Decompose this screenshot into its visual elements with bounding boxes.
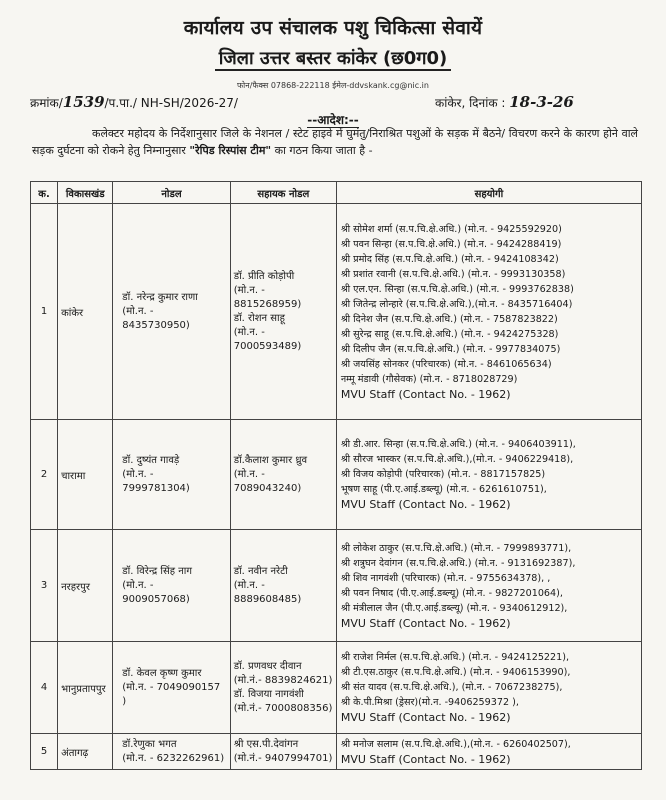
team-member: भूषण साहू (पी.ए.आई.डब्ल्यू) (मो.न. - 6261610751),	[340, 484, 547, 495]
assistant-nodal-cell	[230, 642, 336, 734]
team-member: श्री एल.एन. सिन्हा (स.प.चि.क्षे.अधि.) (मो.न. - 9993762838)	[340, 283, 574, 295]
serial-cell: 1	[31, 204, 58, 420]
assistant-line: (मो.नं.- 9407994701)	[233, 752, 333, 764]
team-cell	[336, 530, 641, 642]
block-cell: कांकेर	[58, 204, 113, 420]
nodal-line: डॉ.रेणुका भगत	[122, 738, 177, 750]
nodal-line: डॉ. नरेन्द्र कुमार राणा	[122, 291, 198, 303]
assistant-line: (मो.न. -	[233, 468, 265, 480]
nodal-cell	[113, 734, 230, 770]
assistant-line: डॉ. प्रीति कोड़ोपी	[233, 270, 295, 282]
team-member: श्री सोमेश शर्मा (स.प.चि.क्षे.अधि.) (मो.न. - 9425592920)	[340, 223, 562, 235]
team-member: श्री सौरज भास्कर (स.प.चि.क्षे.अधि.),(मो.न. - 9406229418),	[340, 454, 574, 465]
nodal-text	[116, 291, 226, 333]
team-member: श्री शिव नागवंशी (परिचारक) (मो.न. - 9755634378), ,	[340, 572, 551, 584]
assistant-line: डॉ.कैलाश कुमार ध्रुव	[233, 454, 308, 466]
assistant-line: (मो.न. -	[233, 326, 265, 338]
nodal-cell	[113, 204, 230, 420]
handwritten-number: 1539	[62, 93, 105, 111]
table-row	[31, 734, 642, 770]
nodal-cell	[113, 420, 230, 530]
nodal-text	[116, 565, 226, 607]
nodal-line: (मो.न. -	[122, 579, 154, 591]
mvu-staff-line: MVU Staff (Contact No. - 1962)	[340, 752, 511, 766]
table-row	[31, 204, 642, 420]
mvu-staff-line: MVU Staff (Contact No. - 1962)	[340, 498, 511, 511]
team-cell	[336, 734, 641, 770]
team-member: नम्मू मंडावी (गौसेवक) (मो.न. - 8718028729)	[340, 373, 518, 385]
block-cell: नरहरपुर	[58, 530, 113, 642]
team-member: श्री प्रशांत रवानी (स.प.चि.क्षे.अधि.) (मो.न. - 9993130358)	[340, 268, 566, 280]
team-name: "रेपिड रिस्पांस टीम"	[189, 144, 272, 157]
col-assistant-nodal: सहायक नोडल	[230, 182, 336, 204]
order-body: कलेक्टर महोदय के निर्देशानुसार जिले के नेशनल / स्टेट हाइवे में घुमंतु/निराश्रित पशुओं के सड़क में बैठने/ विचरण करने के कारण होने वाले सड़क दुर्घटना को रोकने हेतु निम्नानुसार "रेपिड रिस्पांस टीम" का गठन किया जाता है -	[32, 127, 638, 157]
assistant-line: 7000593489)	[233, 340, 302, 352]
assistant-nodal-cell	[230, 734, 336, 770]
block-cell: चारामा	[58, 420, 113, 530]
team-cell	[336, 204, 641, 420]
reference-line	[30, 91, 640, 111]
nodal-text	[116, 454, 226, 496]
team-member: श्री पवन निषाद (पी.ए.आई.डब्ल्यू) (मो.न. - 9827201064),	[340, 587, 563, 599]
team-member: श्री दिनेश जैन (स.प.चि.क्षे.अधि.) (मो.न. - 7587823822)	[340, 313, 558, 325]
team-cell	[336, 642, 641, 734]
team-table	[30, 181, 642, 770]
block-cell: भानुप्रतापपुर	[58, 642, 113, 734]
team-member: श्री मनोज सलाम (स.प.चि.क्षे.अधि.),(मो.न. - 6260402507),	[340, 738, 571, 750]
col-serial: क.	[31, 182, 58, 204]
nodal-line: डॉ. दुष्यंत गावड़े	[122, 454, 180, 466]
team-member: श्री टी.एस.ठाकुर (स.प.चि.क्षे.अधि.) (मो.न. - 9406153990),	[340, 667, 571, 678]
assistant-nodal-cell	[230, 204, 336, 420]
team-member: श्री डी.आर. सिन्हा (स.प.चि.क्षे.अधि.) (मो.न. - 9406403911),	[340, 439, 576, 450]
assistant-line: 7089043240)	[233, 482, 302, 494]
team-member: श्री विजय कोड़ोपी (परिचारक) (मो.न. - 8817157825)	[340, 469, 546, 480]
nodal-cell	[113, 530, 230, 642]
col-team: सहयोगी	[336, 182, 641, 204]
date-line: कांकेर, दिनांक : 18-3-26	[435, 93, 574, 111]
assistant-line: (मो.न. -	[233, 284, 265, 296]
nodal-line: (मो.न. -	[122, 305, 154, 317]
nodal-line: (मो.न. - 7049090157	[122, 681, 221, 693]
col-block: विकासखंड	[58, 182, 113, 204]
assistant-line: डॉ. रोशन साहू	[233, 312, 285, 324]
team-member: श्री दिलीप जैन (स.प.चि.क्षे.अधि.) (मो.न. - 9977834075)	[340, 343, 561, 355]
table-row	[31, 530, 642, 642]
table-header-row	[31, 182, 642, 204]
nodal-line: डॉ. केवल कृष्ण कुमार	[122, 667, 202, 679]
assistant-line: डॉ. नवीन नरेटी	[233, 565, 288, 577]
assistant-text	[234, 270, 333, 354]
serial-cell: 4	[31, 642, 58, 734]
assistant-nodal-cell	[230, 420, 336, 530]
assistant-line: 8889608485)	[233, 593, 302, 605]
nodal-line: )	[122, 695, 127, 707]
assistant-text	[234, 660, 333, 716]
block-cell: अंतागढ़	[58, 734, 113, 770]
assistant-line: 8815268959)	[233, 298, 302, 310]
nodal-line: 8435730950)	[122, 319, 190, 331]
nodal-line: 9009057068)	[122, 593, 190, 605]
assistant-line: डॉ. प्रणवधर दीवान	[233, 660, 302, 672]
nodal-text	[116, 667, 226, 709]
office-title: कार्यालय उप संचालक पशु चिकित्सा सेवायें	[183, 17, 483, 39]
team-member: श्री पवन सिन्हा (स.प.चि.क्षे.अधि.) (मो.न. - 9424288419)	[340, 238, 562, 250]
assistant-nodal-cell	[230, 530, 336, 642]
assistant-text	[234, 738, 333, 766]
team-member: श्री लोकेश ठाकुर (स.प.चि.क्षे.अधि.) (मो.न. - 7999893771),	[340, 542, 572, 554]
nodal-text	[116, 738, 226, 766]
team-member: श्री जयसिंह सोनकर (परिचारक) (मो.न. - 8461065634)	[340, 358, 552, 370]
assistant-line: श्री एस.पी.देवांगन	[233, 738, 299, 750]
team-member: श्री प्रमोद सिंह (स.प.चि.क्षे.अधि.) (मो.न. - 9424108342)	[340, 253, 559, 265]
col-nodal: नोडल	[113, 182, 230, 204]
district-title: जिला उत्तर बस्तर कांकेर (छ0ग0)	[0, 46, 666, 70]
order-heading: --आदेश:--	[307, 113, 359, 127]
handwritten-date: 18-3-26	[509, 93, 574, 111]
assistant-line: (मो.न. -	[233, 579, 265, 591]
team-member: श्री जितेन्द्र लोन्हारे (स.प.चि.क्षे.अधि.),(मो.न. - 8435716404)	[340, 298, 573, 310]
serial-cell: 3	[31, 530, 58, 642]
team-member: श्री शत्रुघन देवांगन (स.प.चि.क्षे.अधि.) (मो.न. - 9131692387),	[340, 557, 576, 569]
mvu-staff-line: MVU Staff (Contact No. - 1962)	[340, 711, 511, 724]
team-cell	[336, 420, 641, 530]
table-row	[31, 420, 642, 530]
assistant-text	[234, 454, 333, 496]
team-member: श्री सुरेन्द्र साहू (स.प.चि.क्षे.अधि.) (मो.न. - 9424275328)	[340, 328, 559, 340]
assistant-text	[234, 565, 333, 607]
nodal-line: (मो.न. -	[122, 468, 154, 480]
serial-cell: 5	[31, 734, 58, 770]
assistant-line: (मो.नं.- 8839824621)	[233, 674, 333, 686]
contact-line: फोन/फैक्स 07868-222118 ईमेल-ddvskank.cg@nic.in	[237, 81, 429, 90]
serial-cell: 2	[31, 420, 58, 530]
nodal-line: 7999781304)	[122, 482, 190, 494]
team-member: श्री के.पी.मिश्रा (ड्रेसर)(मो.न. -9406259372 ),	[340, 697, 519, 708]
team-member: श्री राजेश निर्मल (स.प.चि.क्षे.अधि.) (मो.न. - 9424125221),	[340, 652, 570, 663]
assistant-line: (मो.नं.- 7000808356)	[233, 702, 333, 714]
nodal-line: (मो.न. - 6232262961)	[122, 752, 225, 764]
assistant-line: डॉ. विजया नागवंशी	[233, 688, 304, 700]
mvu-staff-line: MVU Staff (Contact No. - 1962)	[340, 387, 511, 401]
nodal-line: डॉ. विरेन्द्र सिंह नाग	[122, 565, 193, 577]
table-row	[31, 642, 642, 734]
mvu-staff-line: MVU Staff (Contact No. - 1962)	[340, 616, 511, 630]
nodal-cell	[113, 642, 230, 734]
team-member: श्री मंत्रीलाल जैन (पी.ए.आई.डब्ल्यू) (मो.न. - 9340612912),	[340, 602, 568, 614]
team-member: श्री संत यादव (स.प.चि.क्षे.अधि.), (मो.न. - 7067238275),	[340, 682, 563, 693]
reference-number: क्रमांक/1539/प.पा./ NH-SH/2026-27/	[30, 93, 238, 111]
